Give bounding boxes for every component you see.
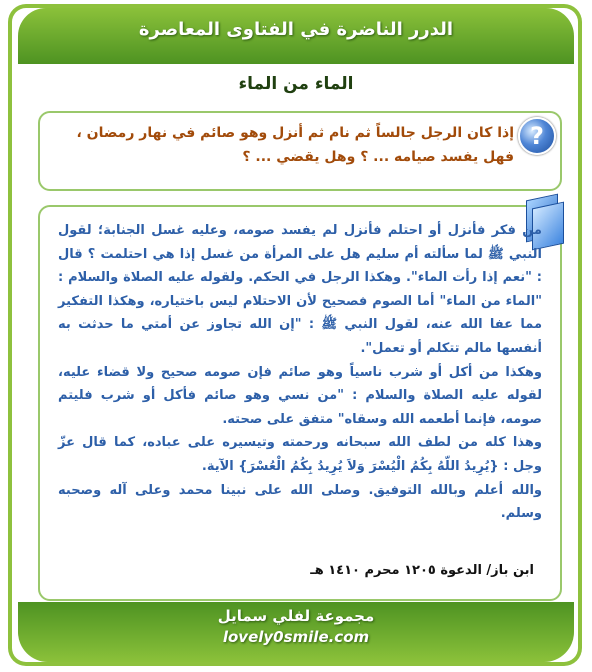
page-title: الدرر الناضرة في الفتاوى المعاصرة — [138, 18, 454, 40]
answer-paragraph: وهكذا من أكل أو شرب ناسياً وهو صائم فإن صومه صحيح ولا قضاء عليه، لقوله عليه الصلاة والسلام : "من نسي وهو صائم فأكل أو شرب فليتم صومه، فإنما أطعمه الله وسقاه" متفق على صحته. — [58, 364, 542, 427]
question-box — [38, 111, 562, 191]
fatwa-title: الماء من الماء — [238, 74, 354, 94]
answer-paragraph: والله أعلم وبالله التوفيق. وصلى الله على نبينا محمد وعلى آله وصحبه وسلم. — [58, 482, 542, 522]
answer-paragraph: من فكر فأنزل أو احتلم فأنزل لم يفسد صومه، وعليه غسل الجنابة؛ لقول النبي ﷺ لما سألته أم سليم هل على المرأة من غسل إذا هي احتلمت ؟ قال : "نعم إذا رأت الماء". وهكذا الرجل في الحكم. ولقوله عليه الصلاة والسلام : "الماء من الماء" أما الصوم فصحيح لأن الاحتلام ليس باختياره، وهكذا التفكير مما عفا الله عنه، لقول النبي ﷺ : "إن الله تجاوز عن أمتي ما حدثت به أنفسها مالم تتكلم أو تعمل". — [58, 223, 542, 356]
question-icon: ? — [518, 117, 556, 155]
answer-box — [38, 205, 562, 601]
answer-paragraph: وهذا كله من لطف الله سبحانه ورحمته وتيسيره على عباده، كما قال عزّ وجل : {يُرِيدُ اللّهُ بِكُمُ الْيُسْرَ وَلاَ يُرِيدُ بِكُمُ الْعُسْرَ} الآية. — [58, 435, 542, 474]
brand-link[interactable]: lovely0smile.com — [222, 628, 370, 646]
source-signature: ابن باز/ الدعوة ١٢٠٥ محرم ١٤١٠ هـ — [310, 563, 534, 578]
answer-text — [58, 219, 542, 526]
question-text: إذا كان الرجل جالساً ثم نام ثم أنزل وهو صائم في نهار رمضان ، فهل يفسد صيامه ... ؟ وهل يقضي ... ؟ — [76, 125, 514, 165]
brand-arabic: مجموعة لفلي سمايل — [217, 607, 375, 625]
